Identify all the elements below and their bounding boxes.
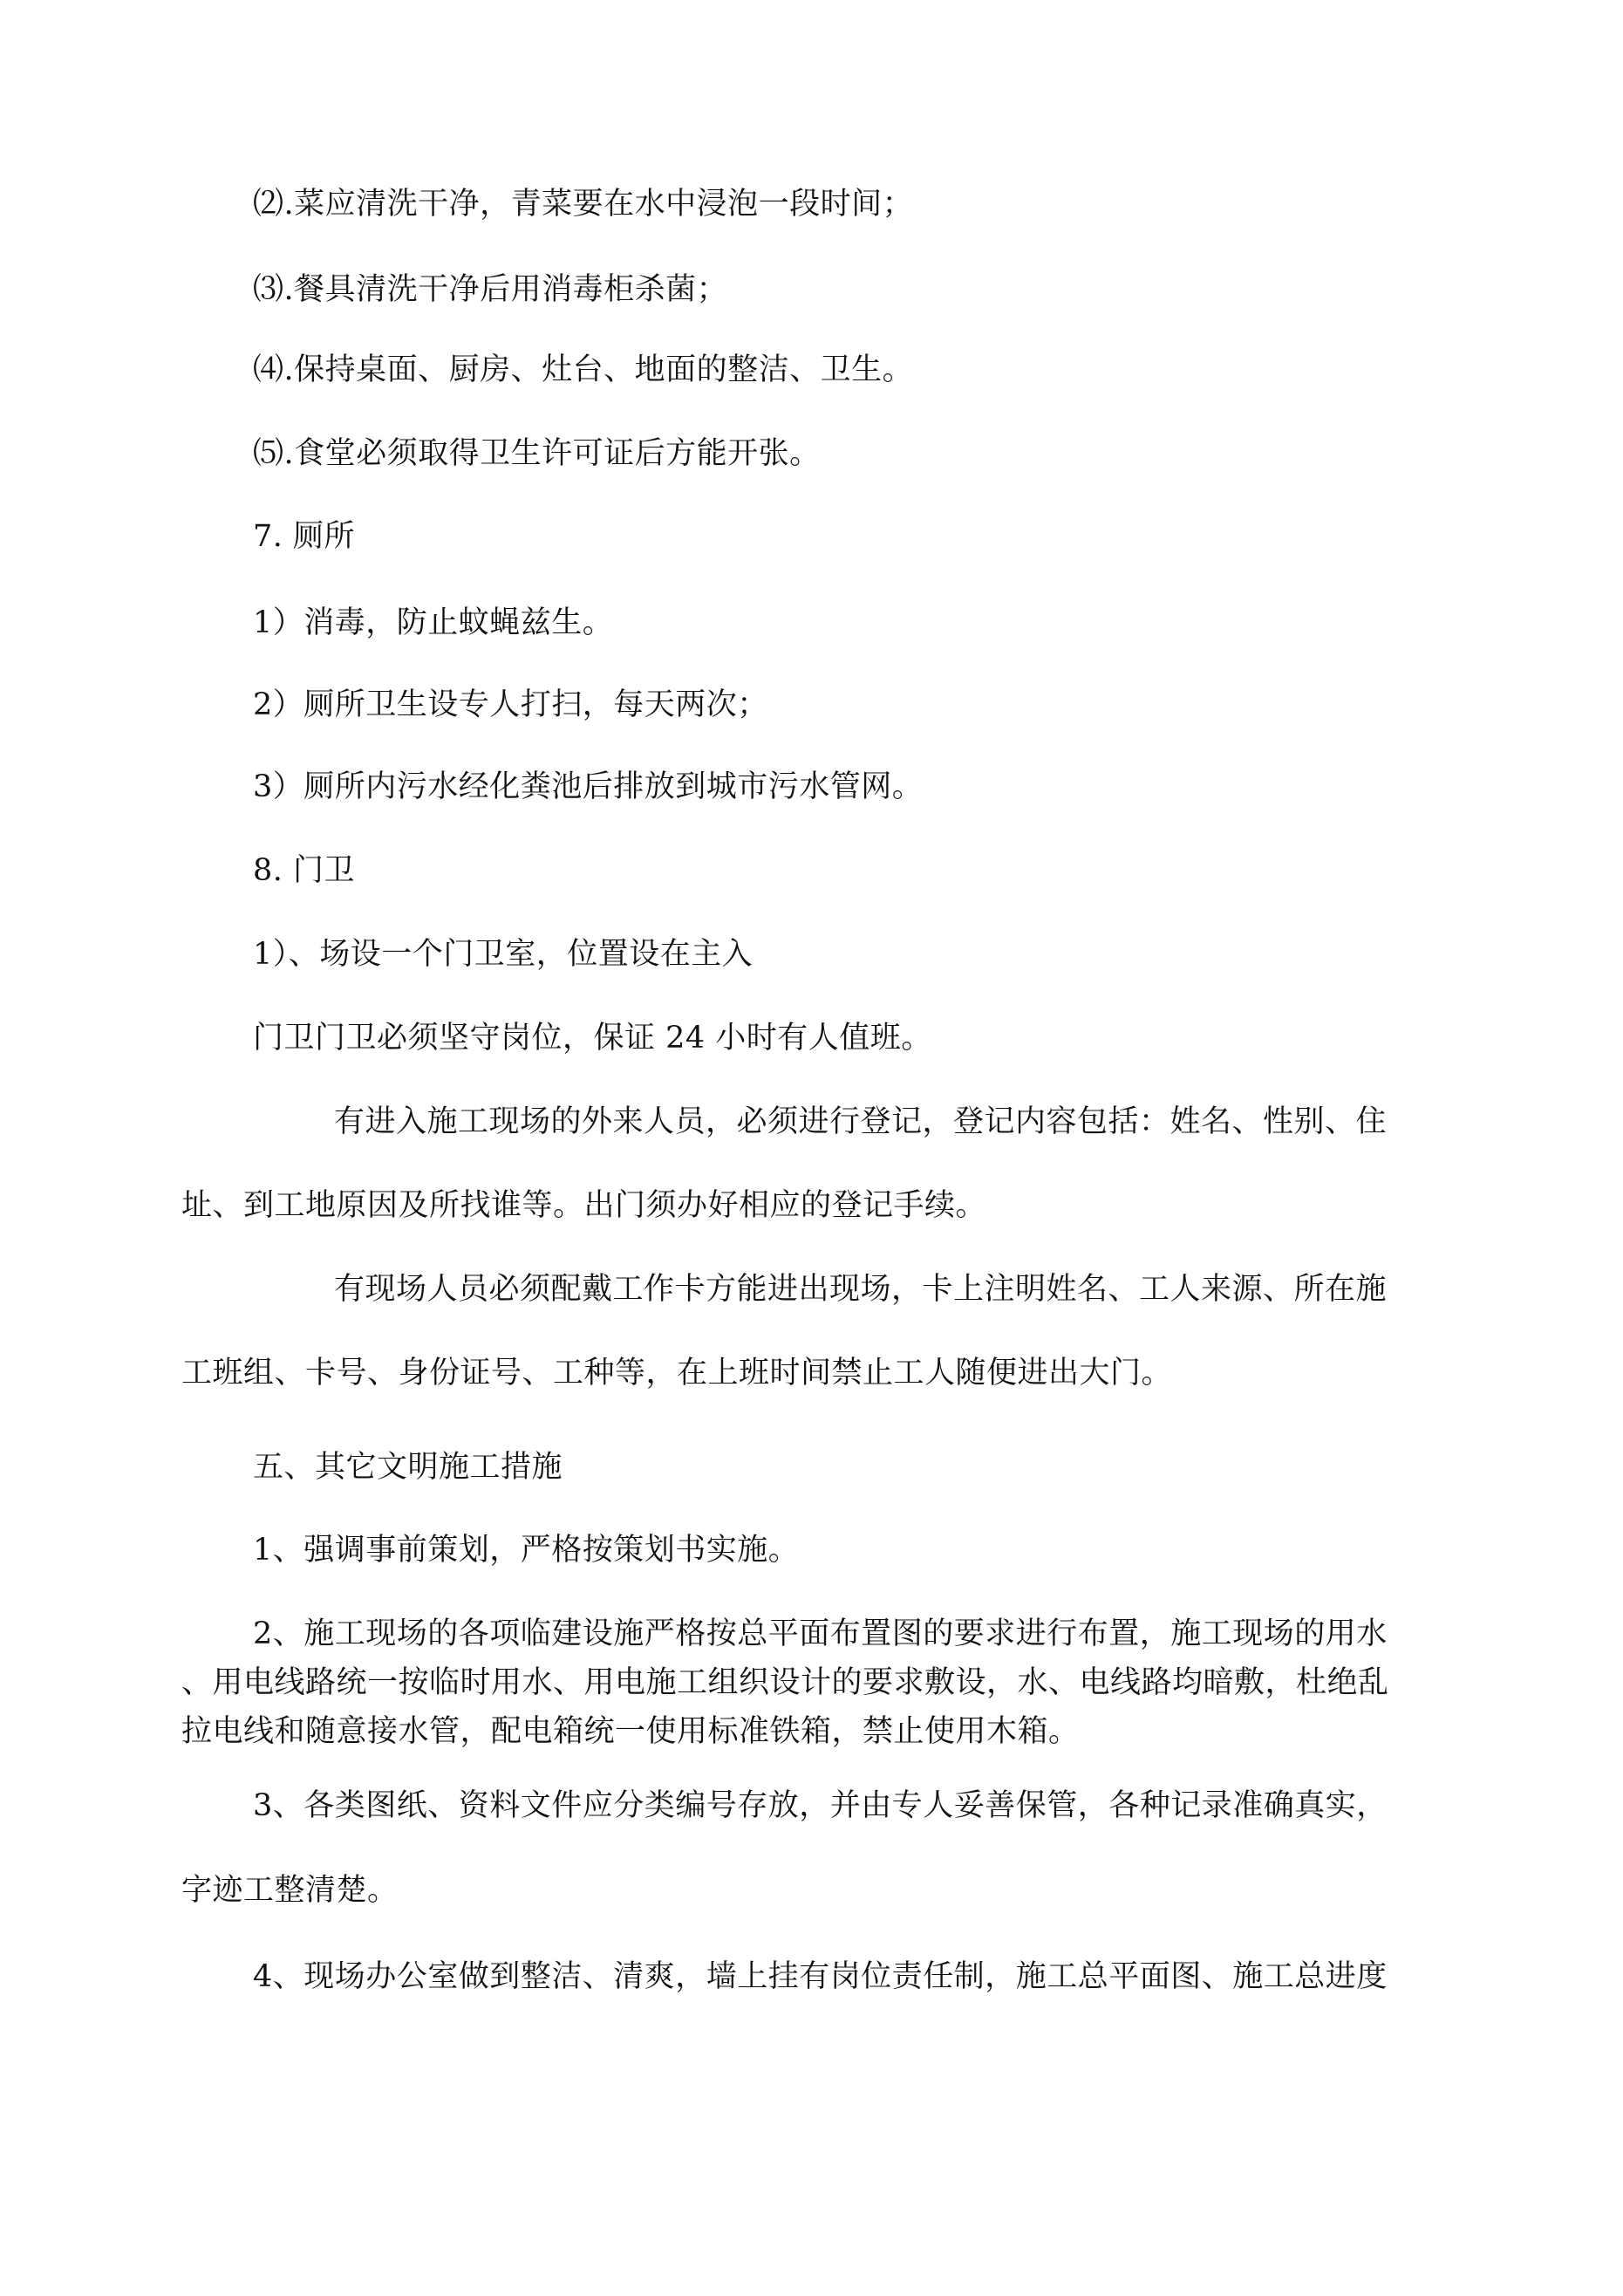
section-5-item-4-line-1: 4、现场办公室做到整洁、清爽，墙上挂有岗位责任制，施工总平面图、施工总进度	[253, 1959, 1388, 1994]
canteen-item-3: ⑶.餐具清洗干净后用消毒柜杀菌；	[253, 272, 728, 307]
section-5-item-3-line-1: 3、各类图纸、资料文件应分类编号存放，并由专人妥善保管，各种记录准确真实，	[253, 1788, 1388, 1823]
guard-duty: 门卫门卫必须坚守岗位，保证 24 小时有人值班。	[253, 1021, 932, 1056]
visitor-paragraph-line-1: 有进入施工现场的外来人员，必须进行登记，登记内容包括：姓名、性别、住	[334, 1104, 1388, 1139]
section-5-heading: 五、其它文明施工措施	[253, 1450, 563, 1485]
canteen-item-2: ⑵.菜应清洗干净，青菜要在水中浸泡一段时间；	[253, 187, 914, 222]
canteen-item-4: ⑷.保持桌面、厨房、灶台、地面的整洁、卫生。	[253, 352, 914, 387]
toilet-item-3: 3）厕所内污水经化粪池后排放到城市污水管网。	[253, 769, 924, 804]
card-paragraph-line-2: 工班组、卡号、身份证号、工种等，在上班时间禁止工人随便进出大门。	[181, 1356, 1173, 1391]
section-5-item-2-line-1: 2、施工现场的各项临建设施严格按总平面布置图的要求进行布置，施工现场的用水	[253, 1616, 1388, 1651]
canteen-item-5: ⑸.食堂必须取得卫生许可证后方能开张。	[253, 436, 821, 471]
toilet-item-1: 1）消毒，防止蚊蝇兹生。	[253, 605, 614, 640]
card-paragraph-line-1: 有现场人员必须配戴工作卡方能进出现场，卡上注明姓名、工人来源、所在施	[334, 1272, 1388, 1307]
section-5-item-1: 1、强调事前策划，严格按策划书实施。	[253, 1533, 800, 1568]
section-5-item-3-line-2: 字迹工整清楚。	[181, 1873, 399, 1908]
section-5-item-2-line-3: 拉电线和随意接水管，配电箱统一使用标准铁箱，禁止使用木箱。	[181, 1714, 1080, 1749]
toilet-item-2: 2）厕所卫生设专人打扫，每天两次；	[253, 687, 768, 722]
guard-heading: 8. 门卫	[253, 853, 356, 888]
toilet-heading: 7. 厕所	[253, 519, 356, 554]
guard-item-1: 1）、场设一个门卫室，位置设在主入	[253, 937, 754, 972]
section-5-item-2-line-2: 、用电线路统一按临时用水、用电施工组织设计的要求敷设，水、电线路均暗敷，杜绝乱	[181, 1665, 1389, 1700]
visitor-paragraph-line-2: 址、到工地原因及所找谁等。出门须办好相应的登记手续。	[181, 1188, 987, 1223]
